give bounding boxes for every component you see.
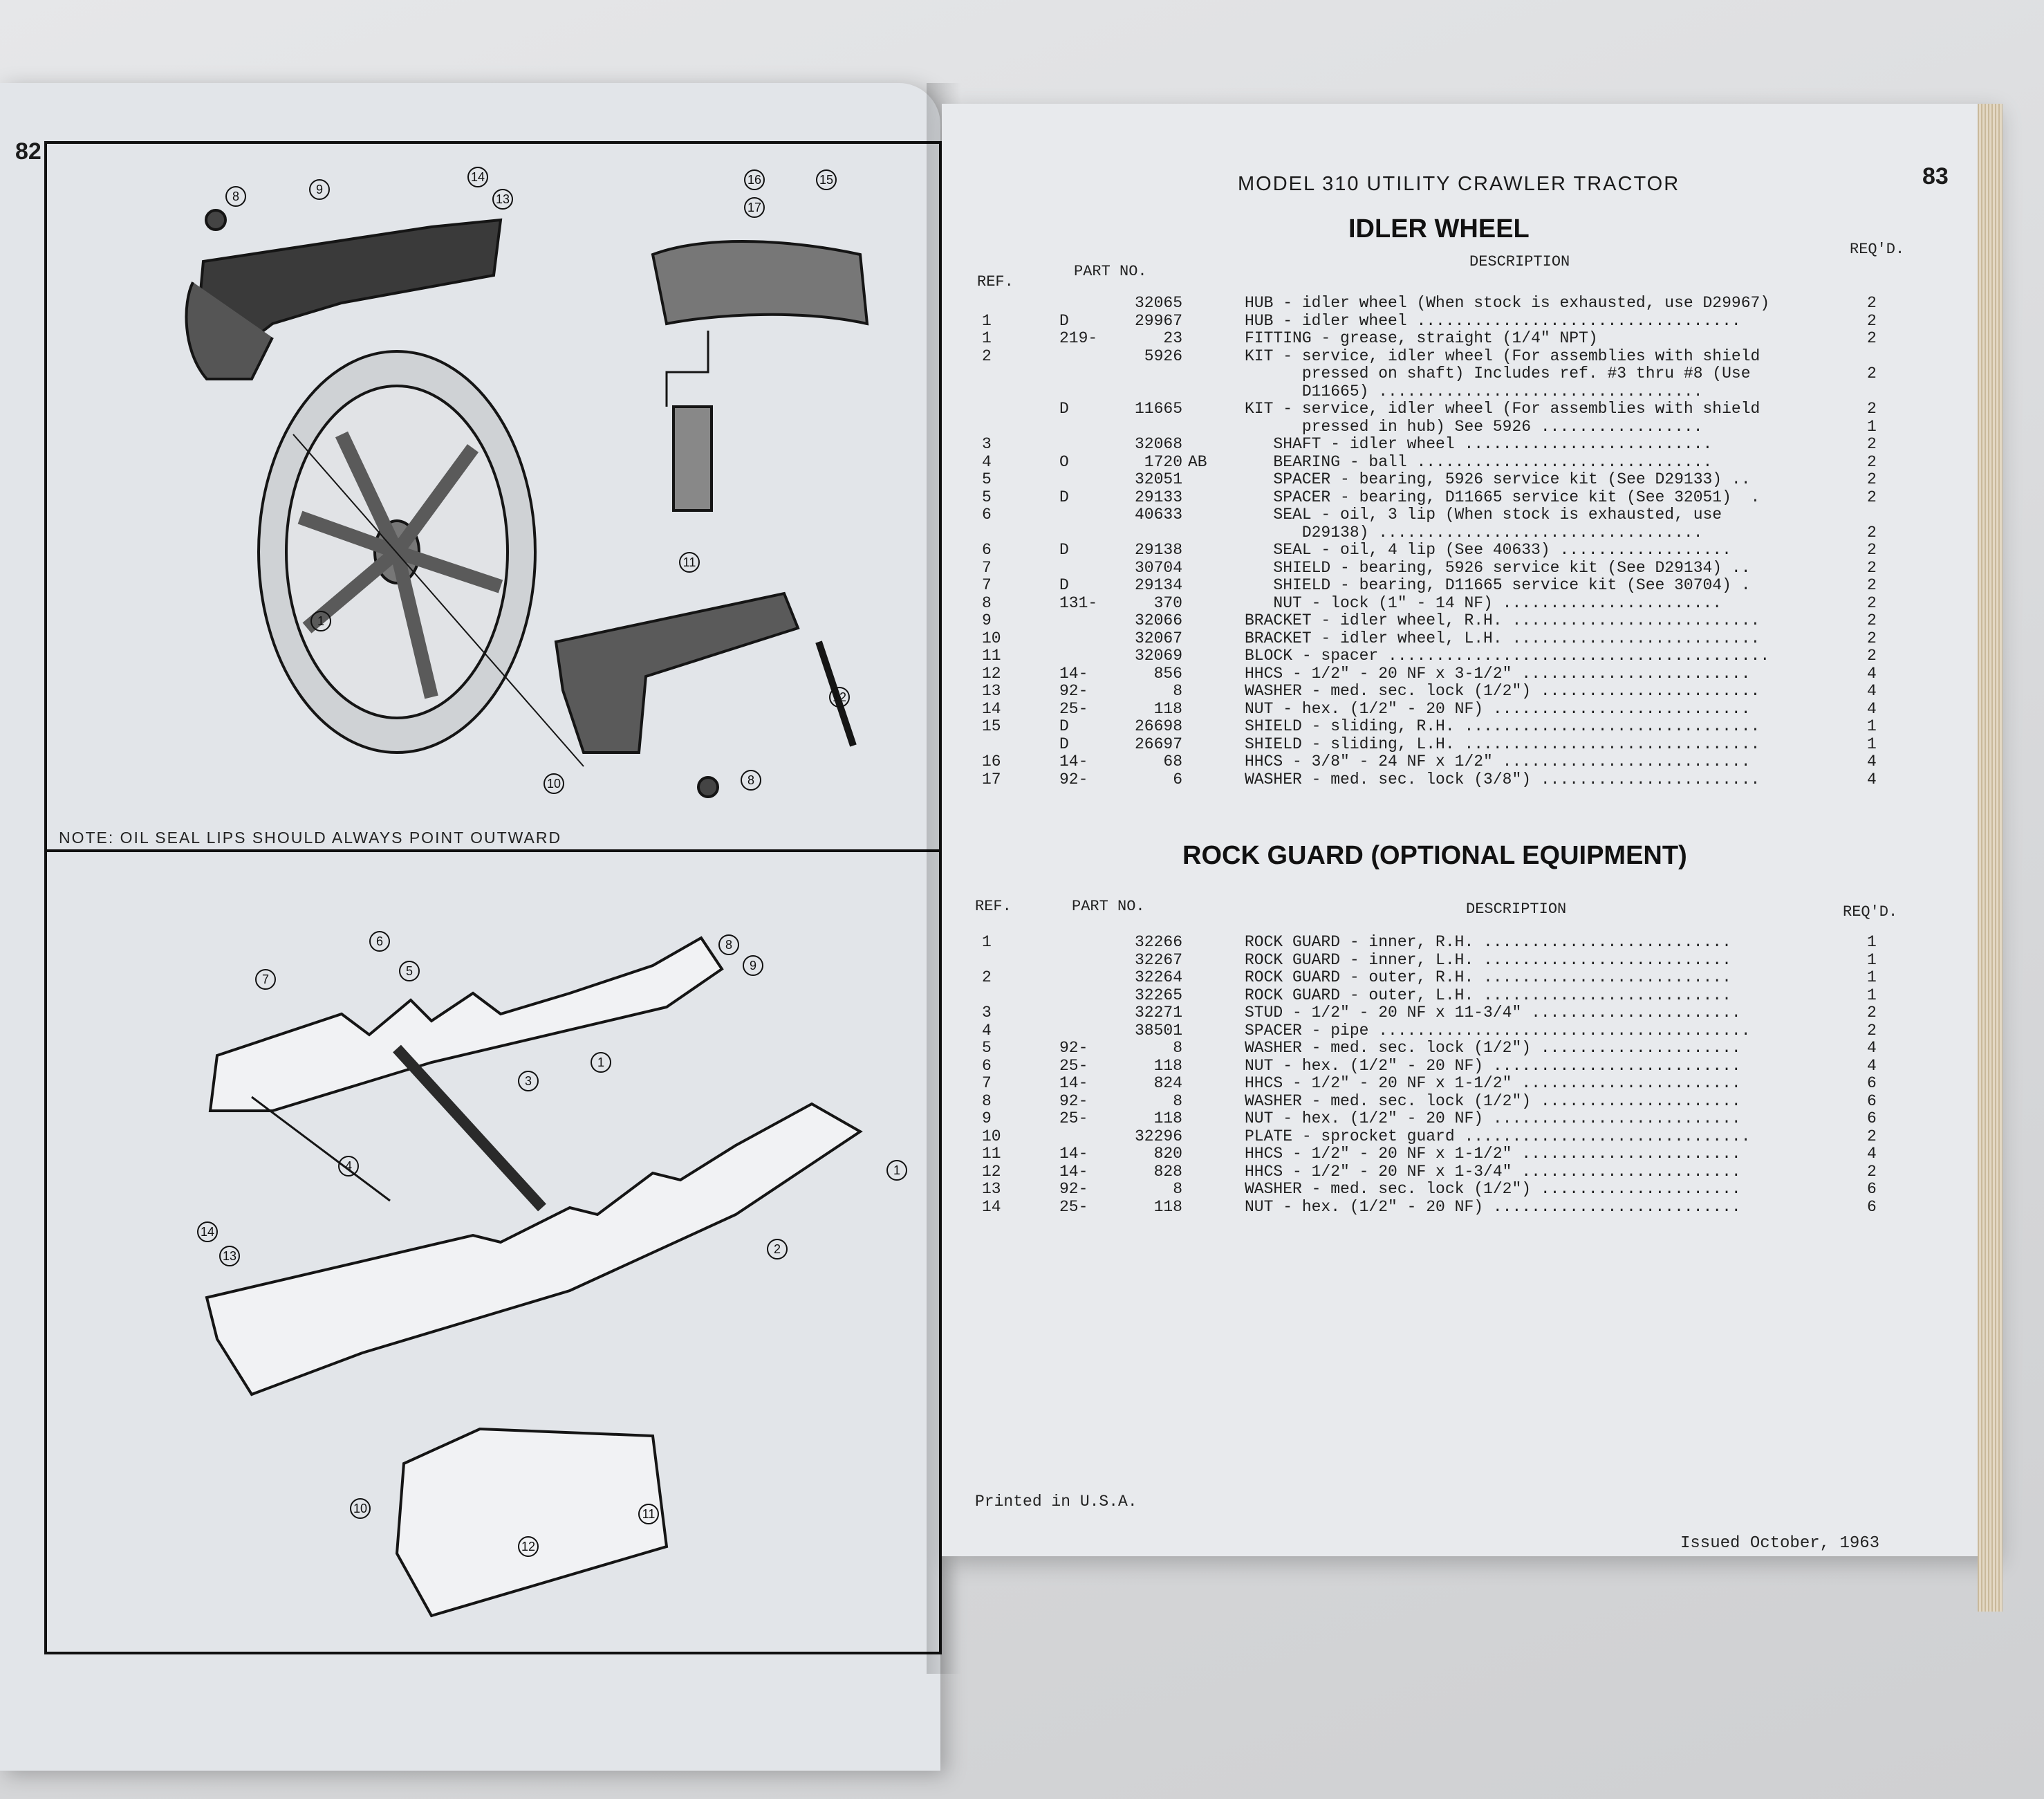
callout-label: 1	[893, 1163, 901, 1177]
parts-row	[982, 524, 1881, 542]
callout-label: 9	[315, 183, 324, 196]
inner-rock-guard-drawing	[210, 938, 722, 1111]
quantity-cell: 2	[1867, 452, 1877, 471]
ref-cell: 5	[982, 1039, 992, 1057]
part-prefix-cell: 25-	[1059, 1109, 1088, 1127]
quantity-cell: 1	[1867, 933, 1877, 951]
part-prefix-cell: D	[1059, 311, 1069, 330]
quantity-cell: 2	[1867, 1004, 1877, 1022]
callout-label: 12	[832, 690, 847, 704]
part-prefix-cell: D	[1059, 717, 1069, 735]
callout-label: 12	[521, 1540, 536, 1553]
ref-cell: 6	[982, 541, 992, 559]
callout-label: 14	[470, 170, 485, 184]
parts-row	[982, 330, 1881, 348]
callout-label: 16	[747, 173, 762, 187]
description-cell: pressed in hub) See 5926 .................	[1245, 417, 1703, 436]
part-prefix-cell: 14-	[1059, 664, 1088, 683]
parts-row	[982, 753, 1881, 771]
quantity-cell: 2	[1867, 576, 1877, 594]
spacer-block-drawing	[673, 407, 712, 510]
parts-row	[982, 400, 1881, 418]
part-number-cell: 118	[1153, 1109, 1182, 1127]
description-cell: D11665) ..................................	[1245, 382, 1703, 400]
col-ref: REF.	[975, 898, 1012, 915]
stud-drawing	[397, 1049, 542, 1208]
sliding-shield-drawing	[653, 241, 867, 324]
description-cell: SPACER - pipe .......................................	[1245, 1021, 1751, 1040]
description-cell: NUT - lock (1" - 14 NF) .......................	[1245, 593, 1722, 612]
description-cell: NUT - hex. (1/2" - 20 NF) ..........................	[1245, 1056, 1741, 1075]
part-number-cell: 118	[1153, 1056, 1182, 1075]
ref-cell: 7	[982, 1074, 992, 1092]
parts-row	[982, 736, 1881, 754]
part-prefix-cell: 92-	[1059, 1091, 1088, 1110]
parts-row	[982, 647, 1881, 665]
parts-row	[982, 987, 1881, 1005]
parts-row	[982, 1181, 1881, 1199]
ref-cell: 9	[982, 1109, 992, 1127]
ref-cell: 1	[982, 311, 992, 330]
part-prefix-cell: 14-	[1059, 1074, 1088, 1092]
parts-row	[982, 1040, 1881, 1058]
ref-cell: 3	[982, 1004, 992, 1022]
part-prefix-cell: 92-	[1059, 1039, 1088, 1057]
ref-cell: 11	[982, 647, 1001, 665]
quantity-cell: 6	[1867, 1180, 1877, 1198]
col-part-no: PART NO.	[1072, 898, 1145, 915]
quantity-cell: 2	[1867, 629, 1877, 647]
part-number-cell: 29138	[1134, 541, 1182, 559]
ref-cell: 5	[982, 488, 992, 506]
part-number-cell: 68	[1163, 753, 1182, 771]
ref-cell: 16	[982, 753, 1001, 771]
oil-seal-note: NOTE: OIL SEAL LIPS SHOULD ALWAYS POINT OUTWARD	[59, 829, 562, 847]
part-number-cell: 23	[1163, 329, 1182, 347]
part-number-cell: 856	[1153, 664, 1182, 683]
description-cell: WASHER - med. sec. lock (1/2") .....................	[1245, 1180, 1741, 1198]
quantity-cell: 2	[1867, 1162, 1877, 1181]
description-cell: HHCS - 1/2" - 20 NF x 3-1/2" ........................	[1245, 664, 1751, 683]
quantity-cell: 2	[1867, 611, 1877, 629]
parts-row	[982, 506, 1881, 524]
quantity-cell: 1	[1867, 735, 1877, 753]
description-cell: WASHER - med. sec. lock (1/2") .....................	[1245, 1091, 1741, 1110]
quantity-cell: 6	[1867, 1197, 1877, 1216]
part-prefix-cell: 25-	[1059, 1056, 1088, 1075]
quantity-cell: 1	[1867, 968, 1877, 986]
callout-label: 7	[261, 972, 270, 986]
description-cell: SHIELD - sliding, R.H. ...............................	[1245, 717, 1760, 735]
ref-cell: 6	[982, 506, 992, 524]
quantity-cell: 2	[1867, 1127, 1877, 1145]
parts-row	[982, 630, 1881, 648]
part-number-cell: 29967	[1134, 311, 1182, 330]
parts-row	[982, 577, 1881, 595]
part-number-cell: 26697	[1134, 735, 1182, 753]
part-prefix-cell: 92-	[1059, 682, 1088, 700]
ref-cell: 1	[982, 329, 992, 347]
description-cell: BEARING - ball ...............................	[1245, 452, 1713, 471]
description-cell: ROCK GUARD - inner, R.H. ..........................	[1245, 933, 1731, 951]
parts-row	[982, 771, 1881, 789]
ref-cell: 2	[982, 968, 992, 986]
part-prefix-cell: 92-	[1059, 1180, 1088, 1198]
section-title-rock-guard: ROCK GUARD (OPTIONAL EQUIPMENT)	[1182, 841, 1687, 870]
part-number-cell: 32296	[1134, 1127, 1182, 1145]
ref-cell: 5	[982, 470, 992, 488]
description-cell: KIT - service, idler wheel (For assemblies with shield	[1245, 347, 1760, 365]
ref-cell: 12	[982, 1162, 1001, 1181]
callout-label: 4	[344, 1159, 353, 1173]
callout-label: 15	[819, 173, 834, 187]
description-cell: BRACKET - idler wheel, R.H. ..........................	[1245, 611, 1760, 629]
rock-guard-diagram	[44, 855, 936, 1643]
quantity-cell: 4	[1867, 699, 1877, 718]
parts-row	[982, 665, 1881, 683]
parts-row	[982, 542, 1881, 560]
description-cell: NUT - hex. (1/2" - 20 NF) ..........................	[1245, 1197, 1741, 1216]
parts-row	[982, 471, 1881, 489]
parts-row	[982, 969, 1881, 987]
part-number-cell: 32066	[1134, 611, 1182, 629]
part-prefix-cell: D	[1059, 576, 1069, 594]
parts-row	[982, 1110, 1881, 1128]
callout-label: 3	[524, 1074, 532, 1088]
part-number-cell: 32266	[1134, 933, 1182, 951]
callout-label: 11	[642, 1507, 656, 1521]
quantity-cell: 6	[1867, 1074, 1877, 1092]
description-cell: FITTING - grease, straight (1/4" NPT)	[1245, 329, 1598, 347]
part-number-cell: 118	[1153, 699, 1182, 718]
callout-label: 8	[725, 938, 733, 952]
part-number-cell: 11665	[1134, 400, 1182, 418]
parts-row	[982, 313, 1881, 331]
parts-row	[982, 560, 1881, 578]
idler-wheel-diagram	[44, 144, 936, 842]
parts-row	[982, 612, 1881, 630]
quantity-cell: 2	[1867, 329, 1877, 347]
description-cell: SEAL - oil, 3 lip (When stock is exhausted, use	[1245, 506, 1722, 524]
printed-in-usa: Printed in U.S.A.	[975, 1493, 1137, 1511]
description-cell: HHCS - 1/2" - 20 NF x 1-1/2" .......................	[1245, 1145, 1741, 1163]
quantity-cell: 2	[1867, 593, 1877, 612]
description-cell: WASHER - med. sec. lock (1/2") .....................	[1245, 1039, 1741, 1057]
col-part-no: PART NO.	[1074, 263, 1147, 280]
ref-cell: 4	[982, 452, 992, 471]
description-cell: WASHER - med. sec. lock (3/8") .......................	[1245, 770, 1760, 788]
parts-row	[982, 365, 1881, 383]
ref-cell: 8	[982, 1091, 992, 1110]
part-prefix-cell: 25-	[1059, 699, 1088, 718]
ref-cell: 9	[982, 611, 992, 629]
description-cell: KIT - service, idler wheel (For assemblies with shield	[1245, 400, 1760, 418]
callout-label: 8	[232, 190, 240, 203]
callout-label: 1	[597, 1055, 605, 1069]
parts-row	[982, 383, 1881, 401]
quantity-cell: 4	[1867, 1056, 1877, 1075]
page-number-right: 83	[1922, 163, 1949, 190]
quantity-cell: 1	[1867, 717, 1877, 735]
callout-label: 6	[375, 934, 384, 948]
quantity-cell: 4	[1867, 770, 1877, 788]
description-cell: SEAL - oil, 4 lip (See 40633) ..................	[1245, 541, 1731, 559]
part-number-cell: 38501	[1134, 1021, 1182, 1040]
page-number-left: 82	[15, 138, 41, 165]
parts-row	[982, 295, 1881, 313]
quantity-cell: 2	[1867, 488, 1877, 506]
ref-cell: 12	[982, 664, 1001, 683]
quantity-cell: 2	[1867, 435, 1877, 453]
callout-label: 13	[495, 192, 510, 206]
quantity-cell: 2	[1867, 470, 1877, 488]
description-cell: pressed on shaft) Includes ref. #3 thru #8 (Use	[1245, 365, 1751, 382]
quantity-cell: 4	[1867, 1039, 1877, 1057]
callout-label: 8	[747, 773, 755, 787]
ref-cell: 4	[982, 1021, 992, 1040]
description-cell: HHCS - 1/2" - 20 NF x 1-1/2" .......................	[1245, 1074, 1741, 1092]
description-cell: D29138) ..................................	[1245, 523, 1703, 542]
parts-row	[982, 1093, 1881, 1111]
quantity-cell: 2	[1867, 647, 1877, 665]
part-number-cell: 8	[1173, 682, 1182, 700]
description-cell: ROCK GUARD - outer, L.H. ..........................	[1245, 986, 1731, 1004]
parts-row	[982, 1128, 1881, 1146]
description-cell: PLATE - sprocket guard ..............................	[1245, 1127, 1751, 1145]
part-number-cell: 118	[1153, 1197, 1182, 1216]
col-description: DESCRIPTION	[1466, 901, 1567, 918]
part-prefix-cell: 14-	[1059, 753, 1088, 771]
quantity-cell: 1	[1867, 986, 1877, 1004]
parts-row	[982, 595, 1881, 613]
parts-row	[982, 1004, 1881, 1022]
part-number-cell: 6	[1173, 770, 1182, 788]
parts-row	[982, 418, 1881, 436]
sprocket-guard-plate-drawing	[397, 1429, 667, 1616]
part-prefix-cell: 14-	[1059, 1162, 1088, 1181]
part-number-cell: 40633	[1134, 506, 1182, 524]
ref-cell: 13	[982, 1180, 1001, 1198]
callout-label: 9	[749, 959, 757, 972]
ref-cell: 6	[982, 1056, 992, 1075]
part-number-cell: 32265	[1134, 986, 1182, 1004]
part-number-cell: 32065	[1134, 294, 1182, 312]
description-cell: SHIELD - bearing, D11665 service kit (See 30704) .	[1245, 576, 1751, 594]
part-number-cell: 32267	[1134, 950, 1182, 969]
quantity-cell: 4	[1867, 682, 1877, 700]
parts-row	[982, 683, 1881, 701]
ref-cell: 3	[982, 435, 992, 453]
part-number-cell: 828	[1153, 1162, 1182, 1181]
part-suffix-cell: AB	[1188, 452, 1207, 471]
parts-row	[982, 489, 1881, 507]
callout-label: 17	[747, 201, 762, 214]
ref-cell: 17	[982, 770, 1001, 788]
quantity-cell: 2	[1867, 558, 1877, 577]
col-reqd: REQ'D.	[1850, 241, 1905, 258]
parts-row	[982, 348, 1881, 366]
part-number-cell: 29133	[1134, 488, 1182, 506]
ref-cell: 10	[982, 629, 1001, 647]
ref-cell: 11	[982, 1145, 1001, 1163]
quantity-cell: 2	[1867, 541, 1877, 559]
callout-label: 13	[222, 1249, 237, 1263]
callout-label: 10	[546, 777, 561, 791]
quantity-cell: 2	[1867, 400, 1877, 418]
quantity-cell: 6	[1867, 1109, 1877, 1127]
parts-row	[982, 436, 1881, 454]
description-cell: SHAFT - idler wheel ..........................	[1245, 435, 1713, 453]
quantity-cell: 2	[1867, 294, 1877, 312]
outer-rock-guard-drawing	[207, 1104, 860, 1394]
parts-row	[982, 952, 1881, 970]
callout-label: 5	[405, 964, 414, 978]
col-reqd: REQ'D.	[1843, 903, 1898, 921]
ref-cell: 14	[982, 699, 1001, 718]
pipe-spacer-drawing	[252, 1097, 390, 1201]
parts-row	[982, 1058, 1881, 1076]
parts-row	[982, 934, 1881, 952]
description-cell: STUD - 1/2" - 20 NF x 11-3/4" ......................	[1245, 1004, 1741, 1022]
part-prefix-cell: 92-	[1059, 770, 1088, 788]
part-number-cell: 26698	[1134, 717, 1182, 735]
description-cell: HHCS - 1/2" - 20 NF x 1-3/4" .......................	[1245, 1162, 1741, 1181]
part-number-cell: 1720	[1144, 452, 1182, 471]
part-prefix-cell: 131-	[1059, 593, 1098, 612]
part-number-cell: 32069	[1134, 647, 1182, 665]
quantity-cell: 2	[1867, 1021, 1877, 1040]
quantity-cell: 4	[1867, 1145, 1877, 1163]
description-cell: HUB - idler wheel (When stock is exhausted, use D29967)	[1245, 294, 1770, 312]
callout-label: 11	[682, 555, 696, 569]
ref-cell: 13	[982, 682, 1001, 700]
part-number-cell: 30704	[1134, 558, 1182, 577]
description-cell: NUT - hex. (1/2" - 20 NF) ...........................	[1245, 699, 1751, 718]
part-number-cell: 370	[1153, 593, 1182, 612]
description-cell: BRACKET - idler wheel, L.H. ..........................	[1245, 629, 1760, 647]
description-cell: SHIELD - sliding, L.H. ...............................	[1245, 735, 1760, 753]
col-description: DESCRIPTION	[1469, 253, 1570, 270]
issued-date: Issued October, 1963	[1680, 1534, 1880, 1553]
part-prefix-cell: D	[1059, 735, 1069, 753]
part-number-cell: 32067	[1134, 629, 1182, 647]
description-cell: NUT - hex. (1/2" - 20 NF) ..........................	[1245, 1109, 1741, 1127]
ref-cell: 8	[982, 593, 992, 612]
part-number-cell: 820	[1153, 1145, 1182, 1163]
parts-row	[982, 1163, 1881, 1181]
description-cell: SHIELD - bearing, 5926 service kit (See D29134) ..	[1245, 558, 1751, 577]
part-prefix-cell: O	[1059, 452, 1069, 471]
callout-label: 1	[317, 614, 325, 628]
part-number-cell: 32051	[1134, 470, 1182, 488]
part-prefix-cell: D	[1059, 541, 1069, 559]
parts-row	[982, 718, 1881, 736]
part-number-cell: 8	[1173, 1091, 1182, 1110]
quantity-cell: 1	[1867, 417, 1877, 436]
quantity-cell: 1	[1867, 950, 1877, 969]
callout-label: 10	[353, 1502, 368, 1515]
ref-cell: 7	[982, 576, 992, 594]
ref-cell: 14	[982, 1197, 1001, 1216]
part-number-cell: 8	[1173, 1039, 1182, 1057]
model-header: MODEL 310 UTILITY CRAWLER TRACTOR	[1238, 173, 1680, 195]
parts-row	[982, 1199, 1881, 1217]
description-cell: BLOCK - spacer ........................................	[1245, 647, 1770, 665]
part-number-cell: 32264	[1134, 968, 1182, 986]
ref-cell: 10	[982, 1127, 1001, 1145]
part-prefix-cell: 25-	[1059, 1197, 1088, 1216]
idler-wheel-parts-list	[982, 295, 1881, 788]
description-cell: SPACER - bearing, 5926 service kit (See D29133) ..	[1245, 470, 1751, 488]
section-title-idler-wheel: IDLER WHEEL	[1348, 214, 1530, 243]
part-number-cell: 8	[1173, 1180, 1182, 1198]
description-cell: ROCK GUARD - inner, L.H. ..........................	[1245, 950, 1731, 969]
parts-row	[982, 1145, 1881, 1163]
description-cell: ROCK GUARD - outer, R.H. ..........................	[1245, 968, 1731, 986]
quantity-cell: 4	[1867, 753, 1877, 771]
parts-row	[982, 1075, 1881, 1093]
parts-row	[982, 701, 1881, 719]
description-cell: WASHER - med. sec. lock (1/2") .......................	[1245, 682, 1760, 700]
part-prefix-cell: 14-	[1059, 1145, 1088, 1163]
part-prefix-cell: 219-	[1059, 329, 1098, 347]
ref-cell: 15	[982, 717, 1001, 735]
description-cell: HUB - idler wheel ..................................	[1245, 311, 1741, 330]
ref-cell: 2	[982, 347, 992, 365]
quantity-cell: 4	[1867, 664, 1877, 683]
description-cell: HHCS - 3/8" - 24 NF x 1/2" ..........................	[1245, 753, 1751, 771]
callout-label: 2	[773, 1242, 781, 1256]
part-number-cell: 29134	[1134, 576, 1182, 594]
description-cell: SPACER - bearing, D11665 service kit (See 32051) .	[1245, 488, 1760, 506]
rock-guard-parts-list	[982, 934, 1881, 1216]
part-number-cell: 32068	[1134, 435, 1182, 453]
quantity-cell: 2	[1867, 523, 1877, 542]
quantity-cell: 6	[1867, 1091, 1877, 1110]
ref-cell: 7	[982, 558, 992, 577]
part-prefix-cell: D	[1059, 400, 1069, 418]
part-number-cell: 32271	[1134, 1004, 1182, 1022]
part-prefix-cell: D	[1059, 488, 1069, 506]
quantity-cell: 2	[1867, 365, 1877, 382]
bracket-lh-drawing	[556, 593, 798, 753]
part-number-cell: 5926	[1144, 347, 1182, 365]
callout-label: 14	[200, 1225, 215, 1239]
ref-cell: 1	[982, 933, 992, 951]
page-stack-edge	[1978, 104, 2003, 1612]
frame-divider	[44, 849, 939, 852]
col-ref: REF.	[977, 273, 1014, 290]
part-number-cell: 824	[1153, 1074, 1182, 1092]
parts-row	[982, 454, 1881, 472]
quantity-cell: 2	[1867, 311, 1877, 330]
parts-row	[982, 1022, 1881, 1040]
